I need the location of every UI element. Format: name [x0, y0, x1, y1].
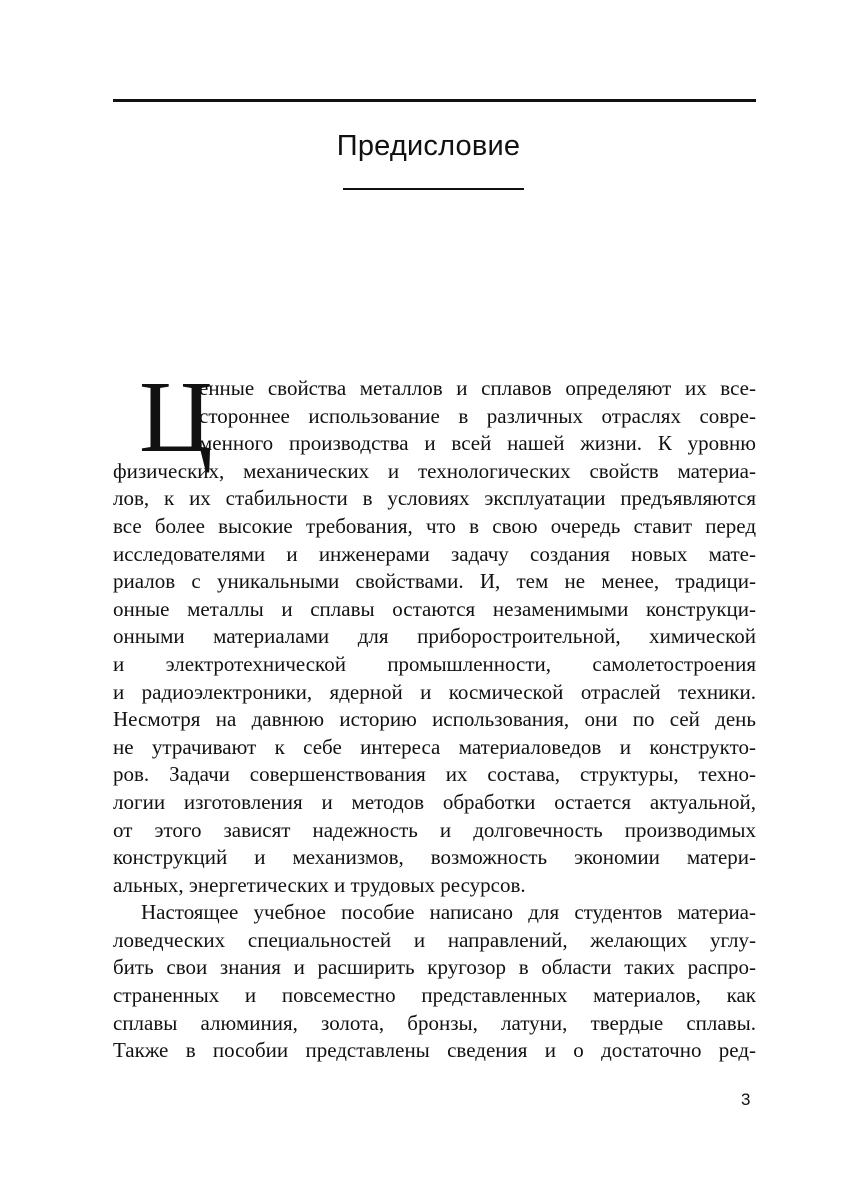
text-line: лов, к их стабильности в условиях эксплуатации предъявляются	[113, 486, 756, 511]
text-line: все более высокие требования, что в свою очередь ставит перед	[113, 513, 756, 538]
text-line: ров. Задачи совершенствования их состава, структуры, техно-	[113, 762, 756, 787]
title-underline	[343, 188, 524, 190]
text-line: от этого зависят надежность и долговечность производимых	[113, 817, 756, 842]
text-line: не утрачивают к себе интереса материаловедов и конструкто-	[113, 734, 756, 759]
text-line: и радиоэлектроники, ядерной и космической отраслей техники.	[113, 679, 756, 704]
page-title: Предисловие	[336, 130, 521, 162]
text-line: страненных и повсеместно представленных материалов, как	[113, 983, 756, 1008]
text-line: конструкций и механизмов, возможность экономии матери-	[113, 845, 756, 870]
text-line: енные свойства металлов и сплавов определяют их все-	[199, 376, 756, 400]
page-number: 3	[741, 1090, 751, 1109]
top-rule	[113, 99, 756, 102]
text-line: логии изготовления и методов обработки остается актуальной,	[113, 789, 756, 814]
text-line: бить свои знания и расширить кругозор в области таких распро-	[113, 955, 756, 980]
text-line: менного производства и всей нашей жизни. К уровню	[199, 431, 756, 456]
text-line: и электротехнической промышленности, самолетостроения	[113, 651, 756, 676]
text-line: стороннее использование в различных отраслях совре-	[199, 403, 756, 428]
dropcap-letter: Ц	[139, 361, 213, 474]
text-line: ловедческих специальностей и направлений, желающих углу-	[113, 927, 756, 952]
text-line: сплавы алюминия, золота, бронзы, латуни, твердые сплавы.	[113, 1010, 756, 1035]
text-line: риалов с уникальными свойствами. И, тем не менее, традици-	[113, 569, 756, 594]
text-line: онные металлы и сплавы остаются незаменимыми конструкци-	[113, 596, 756, 621]
text-line: онными материалами для приборостроительной, химической	[113, 624, 756, 649]
text-line: исследователями и инженерами задачу создания новых мате-	[113, 541, 756, 566]
text-line: альных, энергетических и трудовых ресурсов.	[113, 872, 526, 897]
text-line: физических, механических и технологических свойств материа-	[113, 458, 756, 483]
body-text	[113, 361, 756, 1065]
text-line: Также в пособии представлены сведения и о достаточно ред-	[113, 1038, 756, 1063]
text-line: Настоящее учебное пособие написано для студентов материа-	[141, 900, 756, 925]
text-line: Несмотря на давнюю историю использования, они по сей день	[113, 707, 756, 732]
